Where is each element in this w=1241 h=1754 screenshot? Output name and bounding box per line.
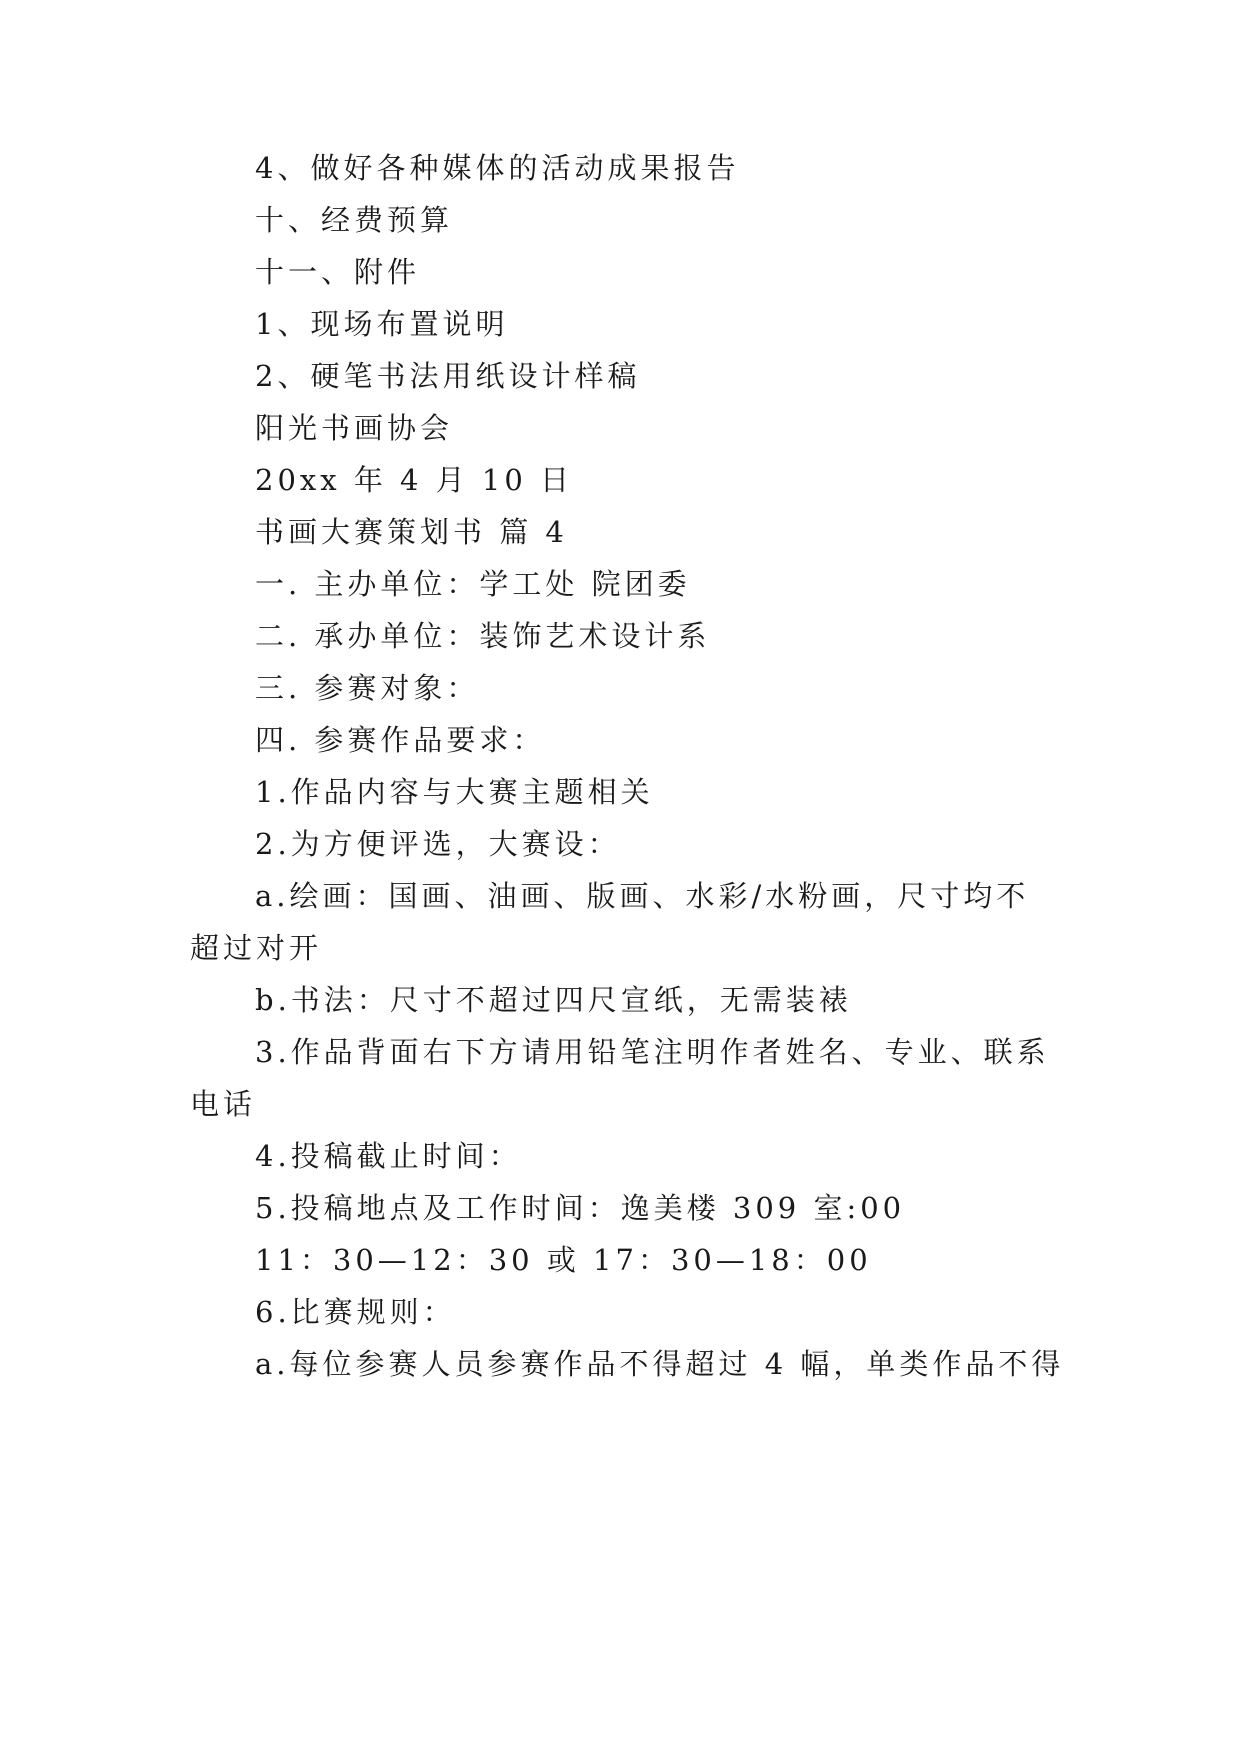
text-line: 4.投稿截止时间： <box>255 1139 522 1173</box>
text-line: a.每位参赛人员参赛作品不得超过 4 幅，单类作品不得 <box>255 1347 1065 1381</box>
text-line: 11：30—12：30 或 17：30—18：00 <box>255 1243 872 1277</box>
text-line: 三. 参赛对象： <box>255 671 480 705</box>
text-line: 一. 主办单位：学工处 院团委 <box>255 567 691 601</box>
section-heading: 十一、附件 <box>255 255 421 289</box>
text-line: 二. 承办单位：装饰艺术设计系 <box>255 619 711 653</box>
section-heading: 十、经费预算 <box>255 203 454 237</box>
document-title: 书画大赛策划书 篇 4 <box>255 515 568 549</box>
text-line: b.书法：尺寸不超过四尺宣纸，无需装裱 <box>255 983 852 1017</box>
text-line: 1、现场布置说明 <box>255 307 509 341</box>
text-line: 四. 参赛作品要求： <box>255 723 546 757</box>
text-line: 2、硬笔书法用纸设计样稿 <box>255 359 641 393</box>
text-line: 6.比赛规则： <box>255 1295 456 1329</box>
text-line: 5.投稿地点及工作时间：逸美楼 309 室:00 <box>255 1191 906 1225</box>
text-line-continued: 电话 <box>190 1087 257 1121</box>
text-line-continued: 超过对开 <box>190 931 323 965</box>
text-line: 2.为方便评选，大赛设： <box>255 827 621 861</box>
text-line: 3.作品背面右下方请用铅笔注明作者姓名、专业、联系 <box>255 1035 1050 1069</box>
text-line: 1.作品内容与大赛主题相关 <box>255 775 654 809</box>
text-line: 4、做好各种媒体的活动成果报告 <box>255 151 740 185</box>
text-line: a.绘画：国画、油画、版画、水彩/水粉画，尺寸均不 <box>255 879 1030 913</box>
document-date: 20xx 年 4 月 10 日 <box>255 463 574 497</box>
organization-name: 阳光书画协会 <box>255 411 454 445</box>
